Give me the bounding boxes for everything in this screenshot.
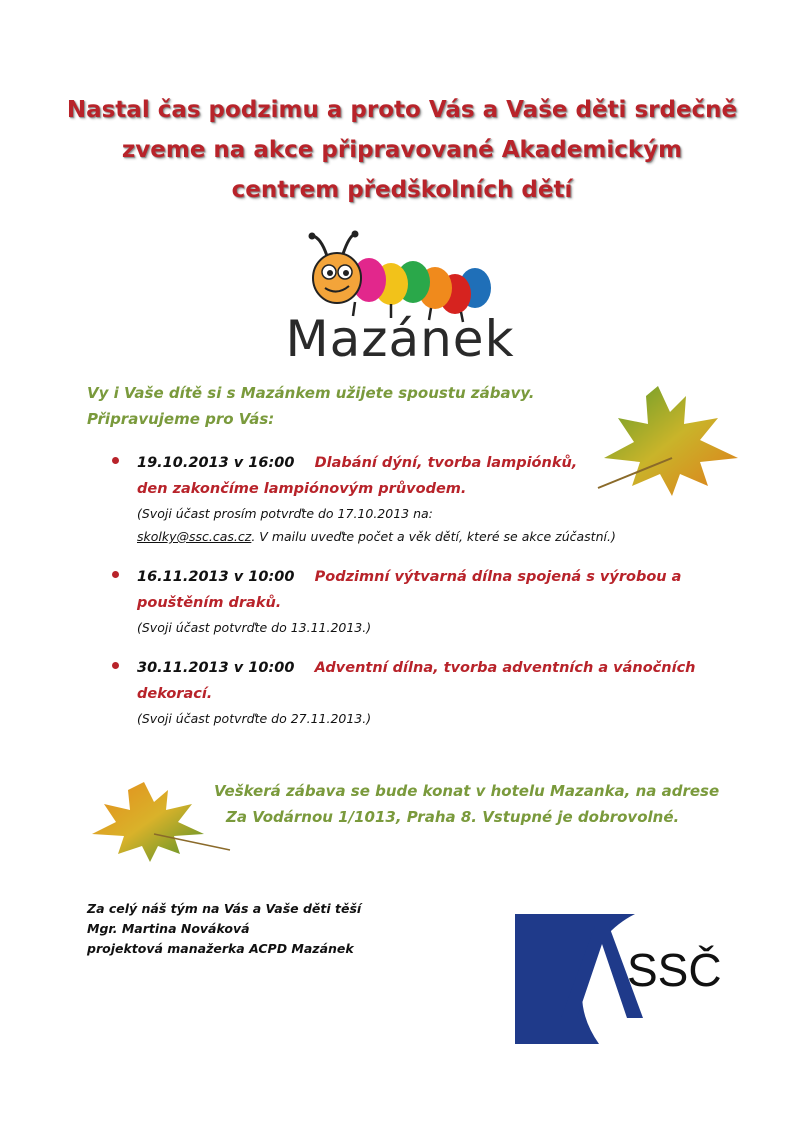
event-description: Adventní dílna, tvorba adventních a vánočních — [314, 660, 696, 676]
venue-line-2: Za Vodárnou 1/1013, Praha 8. Vstupné je dobrovolné. — [226, 808, 680, 826]
signature-name: Mgr. Martina Nováková — [87, 921, 250, 936]
title-line-3: centrem předškolních dětí — [231, 177, 573, 203]
event-item-3 — [112, 655, 732, 730]
ssc-logo — [515, 914, 737, 1044]
venue-info — [214, 778, 719, 830]
event-note: (Svoji účast potvrďte do 13.11.2013.) — [137, 620, 372, 635]
event-note-cont: . V mailu uveďte počet a věk dětí, které se akce zúčastní.) — [251, 529, 616, 544]
signature — [87, 899, 361, 959]
email-link[interactable]: skolky@ssc.cas.cz — [137, 529, 252, 544]
event-date: 30.11.2013 v 10:00 — [137, 660, 295, 676]
intro-text — [87, 380, 534, 432]
event-item-2 — [112, 564, 732, 639]
event-note: (Svoji účast prosím potvrďte do 17.10.2013 na: — [137, 506, 433, 521]
event-description-cont: dekorací. — [137, 686, 213, 702]
event-list — [112, 450, 732, 746]
bullet-icon — [112, 571, 119, 578]
maple-leaf-icon — [84, 778, 234, 868]
intro-line-1: Vy i Vaše dítě si s Mazánkem užijete spoustu zábavy. — [87, 384, 535, 402]
event-note: (Svoji účast potvrďte do 27.11.2013.) — [137, 711, 372, 726]
event-date: 16.11.2013 v 10:00 — [137, 569, 295, 585]
event-item-1 — [112, 450, 732, 548]
event-description-cont: den zakončíme lampiónovým průvodem. — [137, 481, 467, 497]
signature-role: projektová manažerka ACPD Mazánek — [87, 941, 354, 956]
mazanek-logo — [285, 228, 525, 368]
bullet-icon — [112, 457, 119, 464]
bullet-icon — [112, 662, 119, 669]
ssc-logo-text: SSČ — [627, 944, 722, 996]
event-date: 19.10.2013 v 16:00 — [137, 455, 295, 471]
title-line-2: zveme na akce připravované Akademickým — [121, 137, 683, 163]
event-description: Dlabání dýní, tvorba lampiónků, — [314, 455, 578, 471]
event-description: Podzimní výtvarná dílna spojená s výrobou a — [314, 569, 682, 585]
venue-line-1: Veškerá zábava se bude konat v hotelu Mazanka, na adrese — [214, 782, 720, 800]
page-title — [40, 90, 764, 210]
event-description-cont: pouštěním draků. — [137, 595, 282, 611]
title-line-1: Nastal čas podzimu a proto Vás a Vaše děti srdečně — [66, 97, 738, 123]
intro-line-2: Připravujeme pro Vás: — [87, 410, 275, 428]
signature-line-1: Za celý náš tým na Vás a Vaše děti těší — [87, 901, 362, 916]
logo-text: Mazánek — [285, 310, 515, 368]
